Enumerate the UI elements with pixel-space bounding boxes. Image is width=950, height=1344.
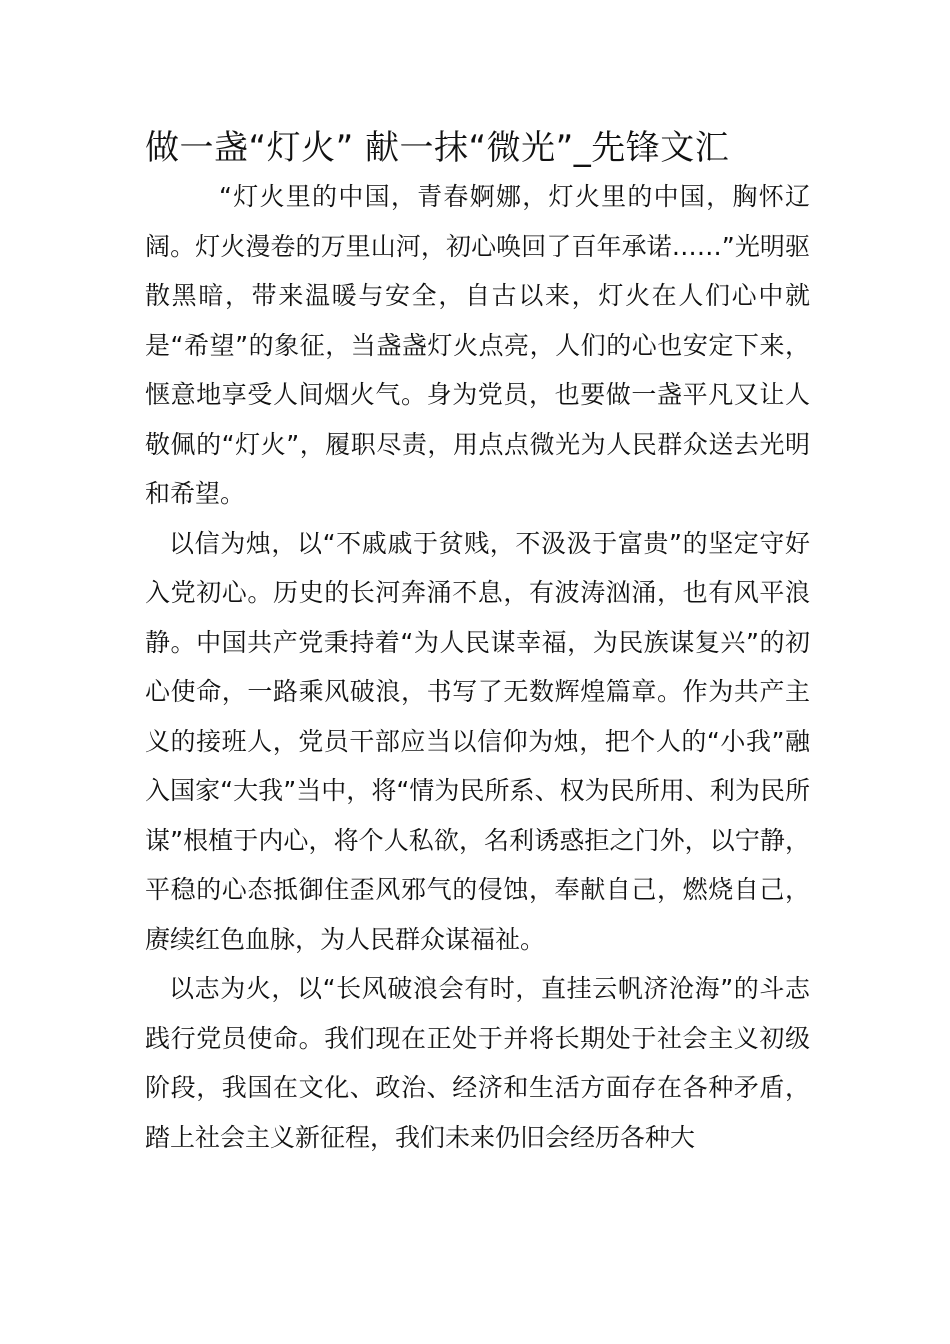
document-title: 做一盏“灯火” 献一抹“微光”_先锋文汇	[145, 128, 730, 168]
paragraph-faith: 以信为烛，以“不戚戚于贫贱，不汲汲于富贵”的坚定守好入党初心。历史的长河奔涌不息，有波涛汹涌，也有风平浪静。中国共产党秉持着“为人民谋幸福，为民族谋复兴”的初心使命，一路乘风破浪，书写了无数辉煌篇章。作为共产主义的接班人，党员干部应当以信仰为烛，把个人的“小我”融入国家“大我”当中，将“情为民所系、权为民所用、利为民所谋”根植于内心，将个人私欲，名利诱惑拒之门外，以宁静，平稳的心态抵御住歪风邪气的侵蚀，奉献自己，燃烧自己，赓续红色血脉，为人民群众谋福祉。	[145, 528, 810, 954]
paragraph-ambition: 以志为火，以“长风破浪会有时，直挂云帆济沧海”的斗志践行党员使命。我们现在正处于并将长期处于社会主义初级阶段，我国在文化、政治、经济和生活方面存在各种矛盾，踏上社会主义新征程，我们未来仍旧会经历各种大	[145, 974, 810, 1152]
document-page	[145, 118, 810, 1162]
paragraph-intro: “灯火里的中国，青春婀娜，灯火里的中国，胸怀辽阔。灯火漫卷的万里山河，初心唤回了百年承诺……”光明驱散黑暗，带来温暖与安全，自古以来，灯火在人们心中就是“希望”的象征，当盏盏灯火点亮，人们的心也安定下来，惬意地享受人间烟火气。身为党员，也要做一盏平凡又让人敬佩的“灯火”，履职尽责，用点点微光为人民群众送去光明和希望。	[145, 182, 810, 508]
